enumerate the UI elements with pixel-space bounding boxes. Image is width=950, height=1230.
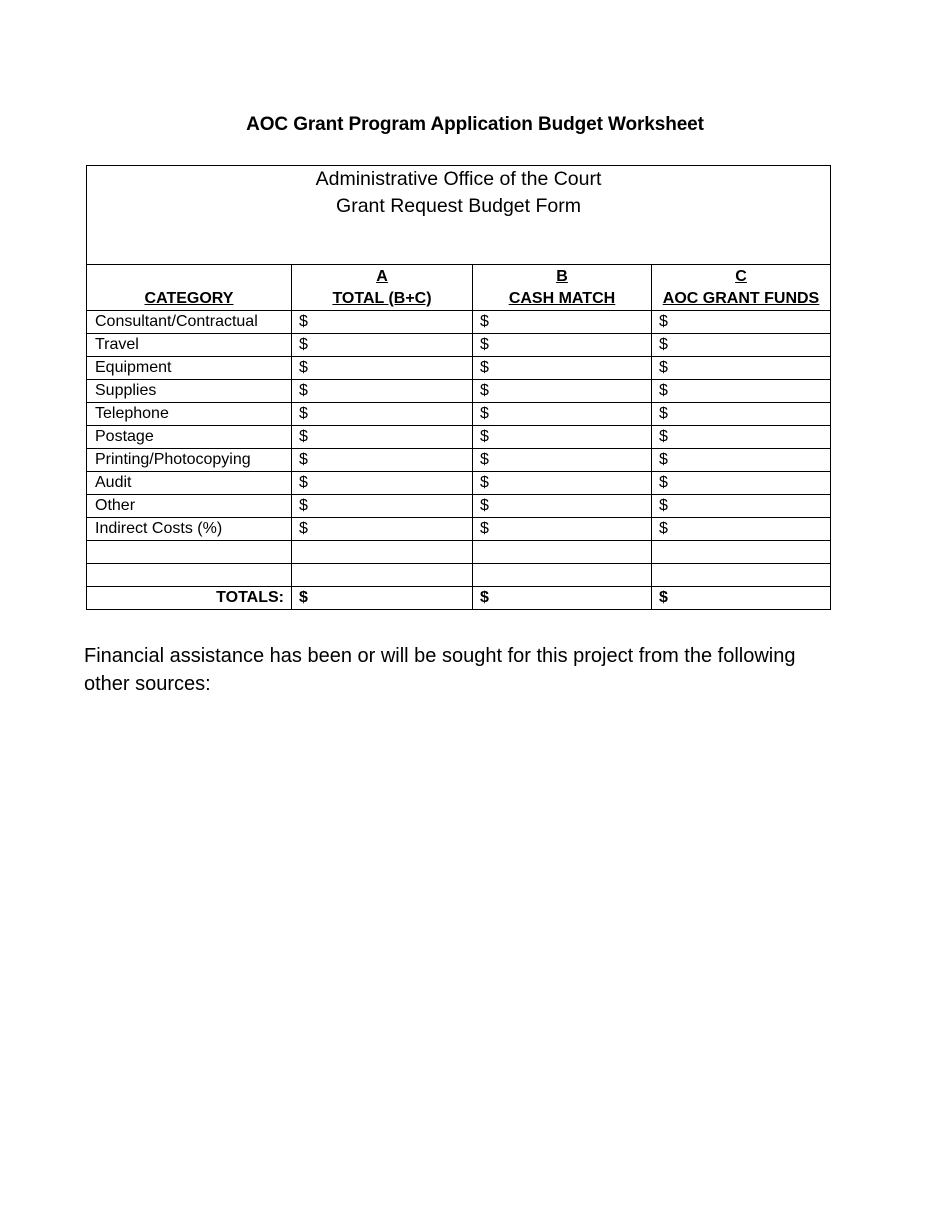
category-cell: Travel (87, 334, 292, 357)
category-cell: Printing/Photocopying (87, 449, 292, 472)
category-cell: Audit (87, 472, 292, 495)
column-letter: A (376, 268, 388, 285)
blank-cell[interactable] (292, 541, 473, 564)
blank-cell[interactable] (473, 564, 652, 587)
table-row (87, 357, 831, 380)
blank-row (87, 564, 831, 587)
category-cell: Supplies (87, 380, 292, 403)
aoc-grant-funds-cell[interactable]: $ (652, 403, 831, 426)
total-cell[interactable]: $ (292, 449, 473, 472)
form-header-line2: Grant Request Budget Form (336, 195, 581, 217)
total-cell[interactable]: $ (292, 518, 473, 541)
column-title: TOTAL (B+C) (332, 290, 432, 307)
table-row (87, 311, 831, 334)
cash-match-cell[interactable]: $ (473, 403, 652, 426)
total-cell[interactable]: $ (292, 495, 473, 518)
column-letter: C (735, 268, 747, 285)
column-header-c (652, 265, 831, 311)
column-header-category (87, 265, 292, 311)
aoc-grant-funds-cell[interactable]: $ (652, 334, 831, 357)
total-b-cell[interactable]: $ (473, 587, 652, 610)
blank-cell[interactable] (652, 541, 831, 564)
total-cell[interactable]: $ (292, 357, 473, 380)
blank-cell[interactable] (87, 564, 292, 587)
aoc-grant-funds-cell[interactable]: $ (652, 357, 831, 380)
cash-match-cell[interactable]: $ (473, 380, 652, 403)
table-row (87, 495, 831, 518)
cash-match-cell[interactable]: $ (473, 357, 652, 380)
blank-cell[interactable] (652, 564, 831, 587)
table-row (87, 449, 831, 472)
form-header (87, 166, 831, 265)
aoc-grant-funds-cell[interactable]: $ (652, 426, 831, 449)
blank-cell[interactable] (87, 541, 292, 564)
aoc-grant-funds-cell[interactable]: $ (652, 518, 831, 541)
other-sources-note: Financial assistance has been or will be sought for this project from the following other sources: (84, 645, 796, 695)
total-a-cell[interactable]: $ (292, 587, 473, 610)
table-row (87, 403, 831, 426)
aoc-grant-funds-cell[interactable]: $ (652, 380, 831, 403)
total-cell[interactable]: $ (292, 426, 473, 449)
column-title: AOC GRANT FUNDS (662, 290, 820, 307)
total-cell[interactable]: $ (292, 472, 473, 495)
column-header-b (473, 265, 652, 311)
cash-match-cell[interactable]: $ (473, 449, 652, 472)
category-cell: Postage (87, 426, 292, 449)
table-row (87, 472, 831, 495)
column-title: CATEGORY (144, 290, 234, 307)
table-row (87, 334, 831, 357)
category-cell: Consultant/Contractual (87, 311, 292, 334)
column-header-row (87, 265, 831, 311)
category-cell: Indirect Costs (%) (87, 518, 292, 541)
column-header-a (292, 265, 473, 311)
table-row (87, 518, 831, 541)
cash-match-cell[interactable]: $ (473, 426, 652, 449)
category-cell: Other (87, 495, 292, 518)
column-title: CASH MATCH (508, 290, 616, 307)
total-cell[interactable]: $ (292, 380, 473, 403)
table-row (87, 380, 831, 403)
cash-match-cell[interactable]: $ (473, 311, 652, 334)
cash-match-cell[interactable]: $ (473, 472, 652, 495)
cash-match-cell[interactable]: $ (473, 518, 652, 541)
aoc-grant-funds-cell[interactable]: $ (652, 449, 831, 472)
column-letter: B (556, 268, 568, 285)
totals-row (87, 587, 831, 610)
aoc-grant-funds-cell[interactable]: $ (652, 495, 831, 518)
totals-label: TOTALS: (87, 587, 292, 610)
total-cell[interactable]: $ (292, 403, 473, 426)
category-cell: Equipment (87, 357, 292, 380)
category-cell: Telephone (87, 403, 292, 426)
cash-match-cell[interactable]: $ (473, 334, 652, 357)
blank-cell[interactable] (473, 541, 652, 564)
total-cell[interactable]: $ (292, 311, 473, 334)
budget-form-table (86, 165, 831, 610)
cash-match-cell[interactable]: $ (473, 495, 652, 518)
document-title: AOC Grant Program Application Budget Worksheet (246, 114, 704, 135)
blank-row (87, 541, 831, 564)
aoc-grant-funds-cell[interactable]: $ (652, 311, 831, 334)
form-header-line1: Administrative Office of the Court (315, 168, 602, 190)
total-c-cell[interactable]: $ (652, 587, 831, 610)
blank-cell[interactable] (292, 564, 473, 587)
aoc-grant-funds-cell[interactable]: $ (652, 472, 831, 495)
table-row (87, 426, 831, 449)
total-cell[interactable]: $ (292, 334, 473, 357)
